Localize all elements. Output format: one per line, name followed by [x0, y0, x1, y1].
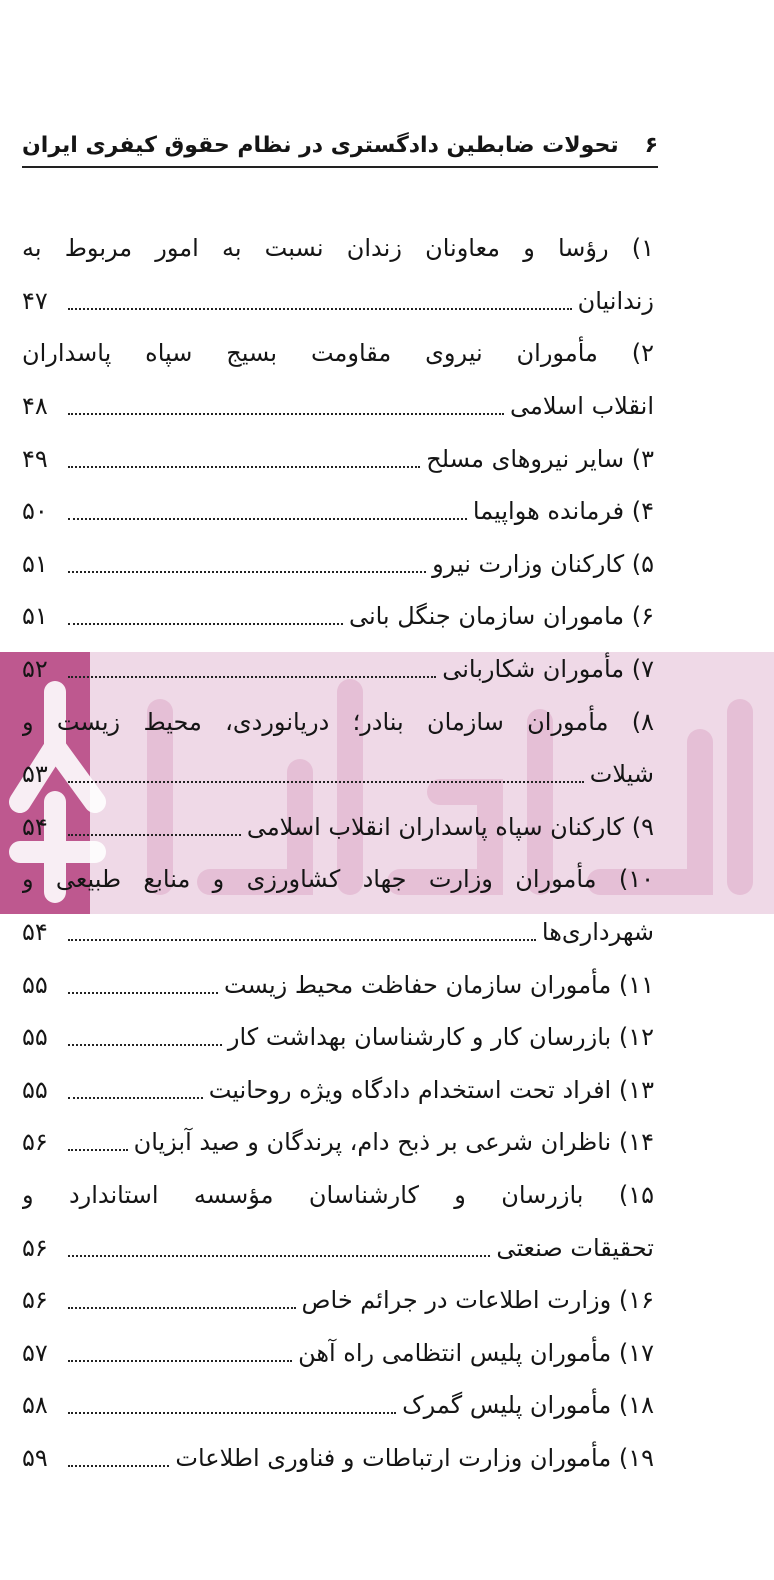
toc-page-number: ۴۸ [22, 392, 48, 421]
toc-text: ۴) فرمانده هواپیما [472, 497, 654, 526]
toc-page-number: ۵۹ [22, 1443, 48, 1472]
toc-text: شهرداری‌ها [541, 918, 654, 947]
toc-row [22, 801, 654, 854]
dot-leader [68, 1044, 222, 1046]
toc-text: ۱۳) افراد تحت استخدام دادگاه ویژه روحانیت [208, 1075, 654, 1104]
toc-page-number: ۵۲ [22, 655, 48, 684]
toc-text: ۱۰) مأموران وزارت جهاد کشاورزی و منابع طبیعی و [22, 865, 654, 894]
toc-row [22, 1064, 654, 1117]
toc-row [22, 590, 654, 643]
dot-leader [68, 1149, 128, 1151]
toc-text: زندانیان [577, 286, 654, 315]
dot-leader [68, 623, 343, 625]
dot-leader [68, 834, 241, 836]
toc-page-number: ۵۴ [22, 918, 48, 947]
toc-text: ۱۹) مأموران وزارت ارتباطات و فناوری اطلاعات [175, 1443, 654, 1472]
toc-page-number: ۵۱ [22, 549, 48, 578]
dot-leader [68, 992, 218, 994]
toc-page-number: ۵۷ [22, 1338, 48, 1367]
dot-leader [68, 1307, 296, 1309]
toc-text: ۱۷) مأموران پلیس انتظامی راه آهن [298, 1338, 654, 1367]
dot-leader [68, 1412, 396, 1414]
dot-leader [68, 781, 584, 783]
toc-text: ۸) مأموران سازمان بنادر؛ دریانوردی، محیط زیست و [22, 707, 654, 736]
toc-text: ۱۴) ناظران شرعی بر ذبح دام، پرندگان و صید آبزیان [133, 1128, 654, 1157]
dot-leader [68, 466, 420, 468]
dot-leader [68, 518, 467, 520]
dot-leader [68, 1255, 490, 1257]
toc-row [22, 1326, 654, 1379]
toc-text: ۷) مأموران شکاربانی [442, 655, 654, 684]
dot-leader [68, 1465, 169, 1467]
toc-row [22, 1379, 654, 1432]
toc-text: ۵) کارکنان وزارت نیرو [432, 549, 654, 578]
dot-leader [68, 308, 572, 310]
toc-row [22, 380, 654, 433]
toc-row [22, 275, 654, 328]
toc-page-number: ۴۹ [22, 444, 48, 473]
toc-row [22, 1011, 654, 1064]
toc-page-number: ۵۵ [22, 970, 48, 999]
toc-page-number: ۵۱ [22, 602, 48, 631]
header-page-number: ۶ [644, 133, 658, 158]
toc-row [22, 485, 654, 538]
toc-text: ۱۱) مأموران سازمان حفاظت محیط زیست [224, 970, 654, 999]
toc-page-number: ۵۸ [22, 1391, 48, 1420]
toc-page-number: ۵۳ [22, 760, 48, 789]
toc-text: ۱۸) مأموران پلیس گمرک [402, 1391, 654, 1420]
toc-text: ۲) مأموران نیروی مقاومت بسیج سپاه پاسداران [22, 339, 654, 368]
toc-row [22, 643, 654, 696]
toc-page-number: ۵۵ [22, 1023, 48, 1052]
toc-text: ۳) سایر نیروهای مسلح [426, 444, 654, 473]
dot-leader [68, 413, 504, 415]
toc-text: ۹) کارکنان سپاه پاسداران انقلاب اسلامی [246, 812, 654, 841]
toc-page-number: ۵۵ [22, 1075, 48, 1104]
toc-text: شیلات [589, 760, 654, 789]
toc-row [22, 906, 654, 959]
toc-row [22, 853, 654, 906]
toc-row [22, 1116, 654, 1169]
toc-row [22, 1169, 654, 1222]
dot-leader [68, 1097, 203, 1099]
toc-row [22, 222, 654, 275]
table-of-contents [22, 222, 654, 1484]
toc-row [22, 748, 654, 801]
toc-text: ۱) رؤسا و معاونان زندان نسبت به امور مربوط به [22, 234, 654, 263]
toc-page-number: ۵۶ [22, 1233, 48, 1262]
running-header [22, 124, 658, 168]
toc-page-number: ۴۷ [22, 286, 48, 315]
toc-row [22, 1274, 654, 1327]
toc-text: انقلاب اسلامی [510, 392, 654, 421]
toc-page-number: ۵۶ [22, 1128, 48, 1157]
toc-text: تحقیقات صنعتی [496, 1233, 654, 1262]
toc-text: ۱۲) بازرسان کار و کارشناسان بهداشت کار [227, 1023, 654, 1052]
toc-row [22, 1432, 654, 1485]
toc-page-number: ۵۴ [22, 812, 48, 841]
toc-row [22, 327, 654, 380]
toc-row [22, 432, 654, 485]
header-title: تحولات ضابطین دادگستری در نظام حقوق کیفری ایران [22, 133, 619, 158]
dot-leader [68, 676, 436, 678]
toc-text: ۶) ماموران سازمان جنگل بانی [348, 602, 654, 631]
toc-row [22, 1221, 654, 1274]
toc-text: ۱۶) وزارت اطلاعات در جرائم خاص [301, 1286, 654, 1315]
dot-leader [68, 1360, 292, 1362]
toc-row [22, 538, 654, 591]
dot-leader [68, 939, 536, 941]
toc-page-number: ۵۰ [22, 497, 48, 526]
toc-page-number: ۵۶ [22, 1286, 48, 1315]
toc-row [22, 958, 654, 1011]
toc-text: ۱۵) بازرسان و کارشناسان مؤسسه استاندارد و [22, 1180, 654, 1209]
dot-leader [68, 571, 426, 573]
toc-row [22, 695, 654, 748]
